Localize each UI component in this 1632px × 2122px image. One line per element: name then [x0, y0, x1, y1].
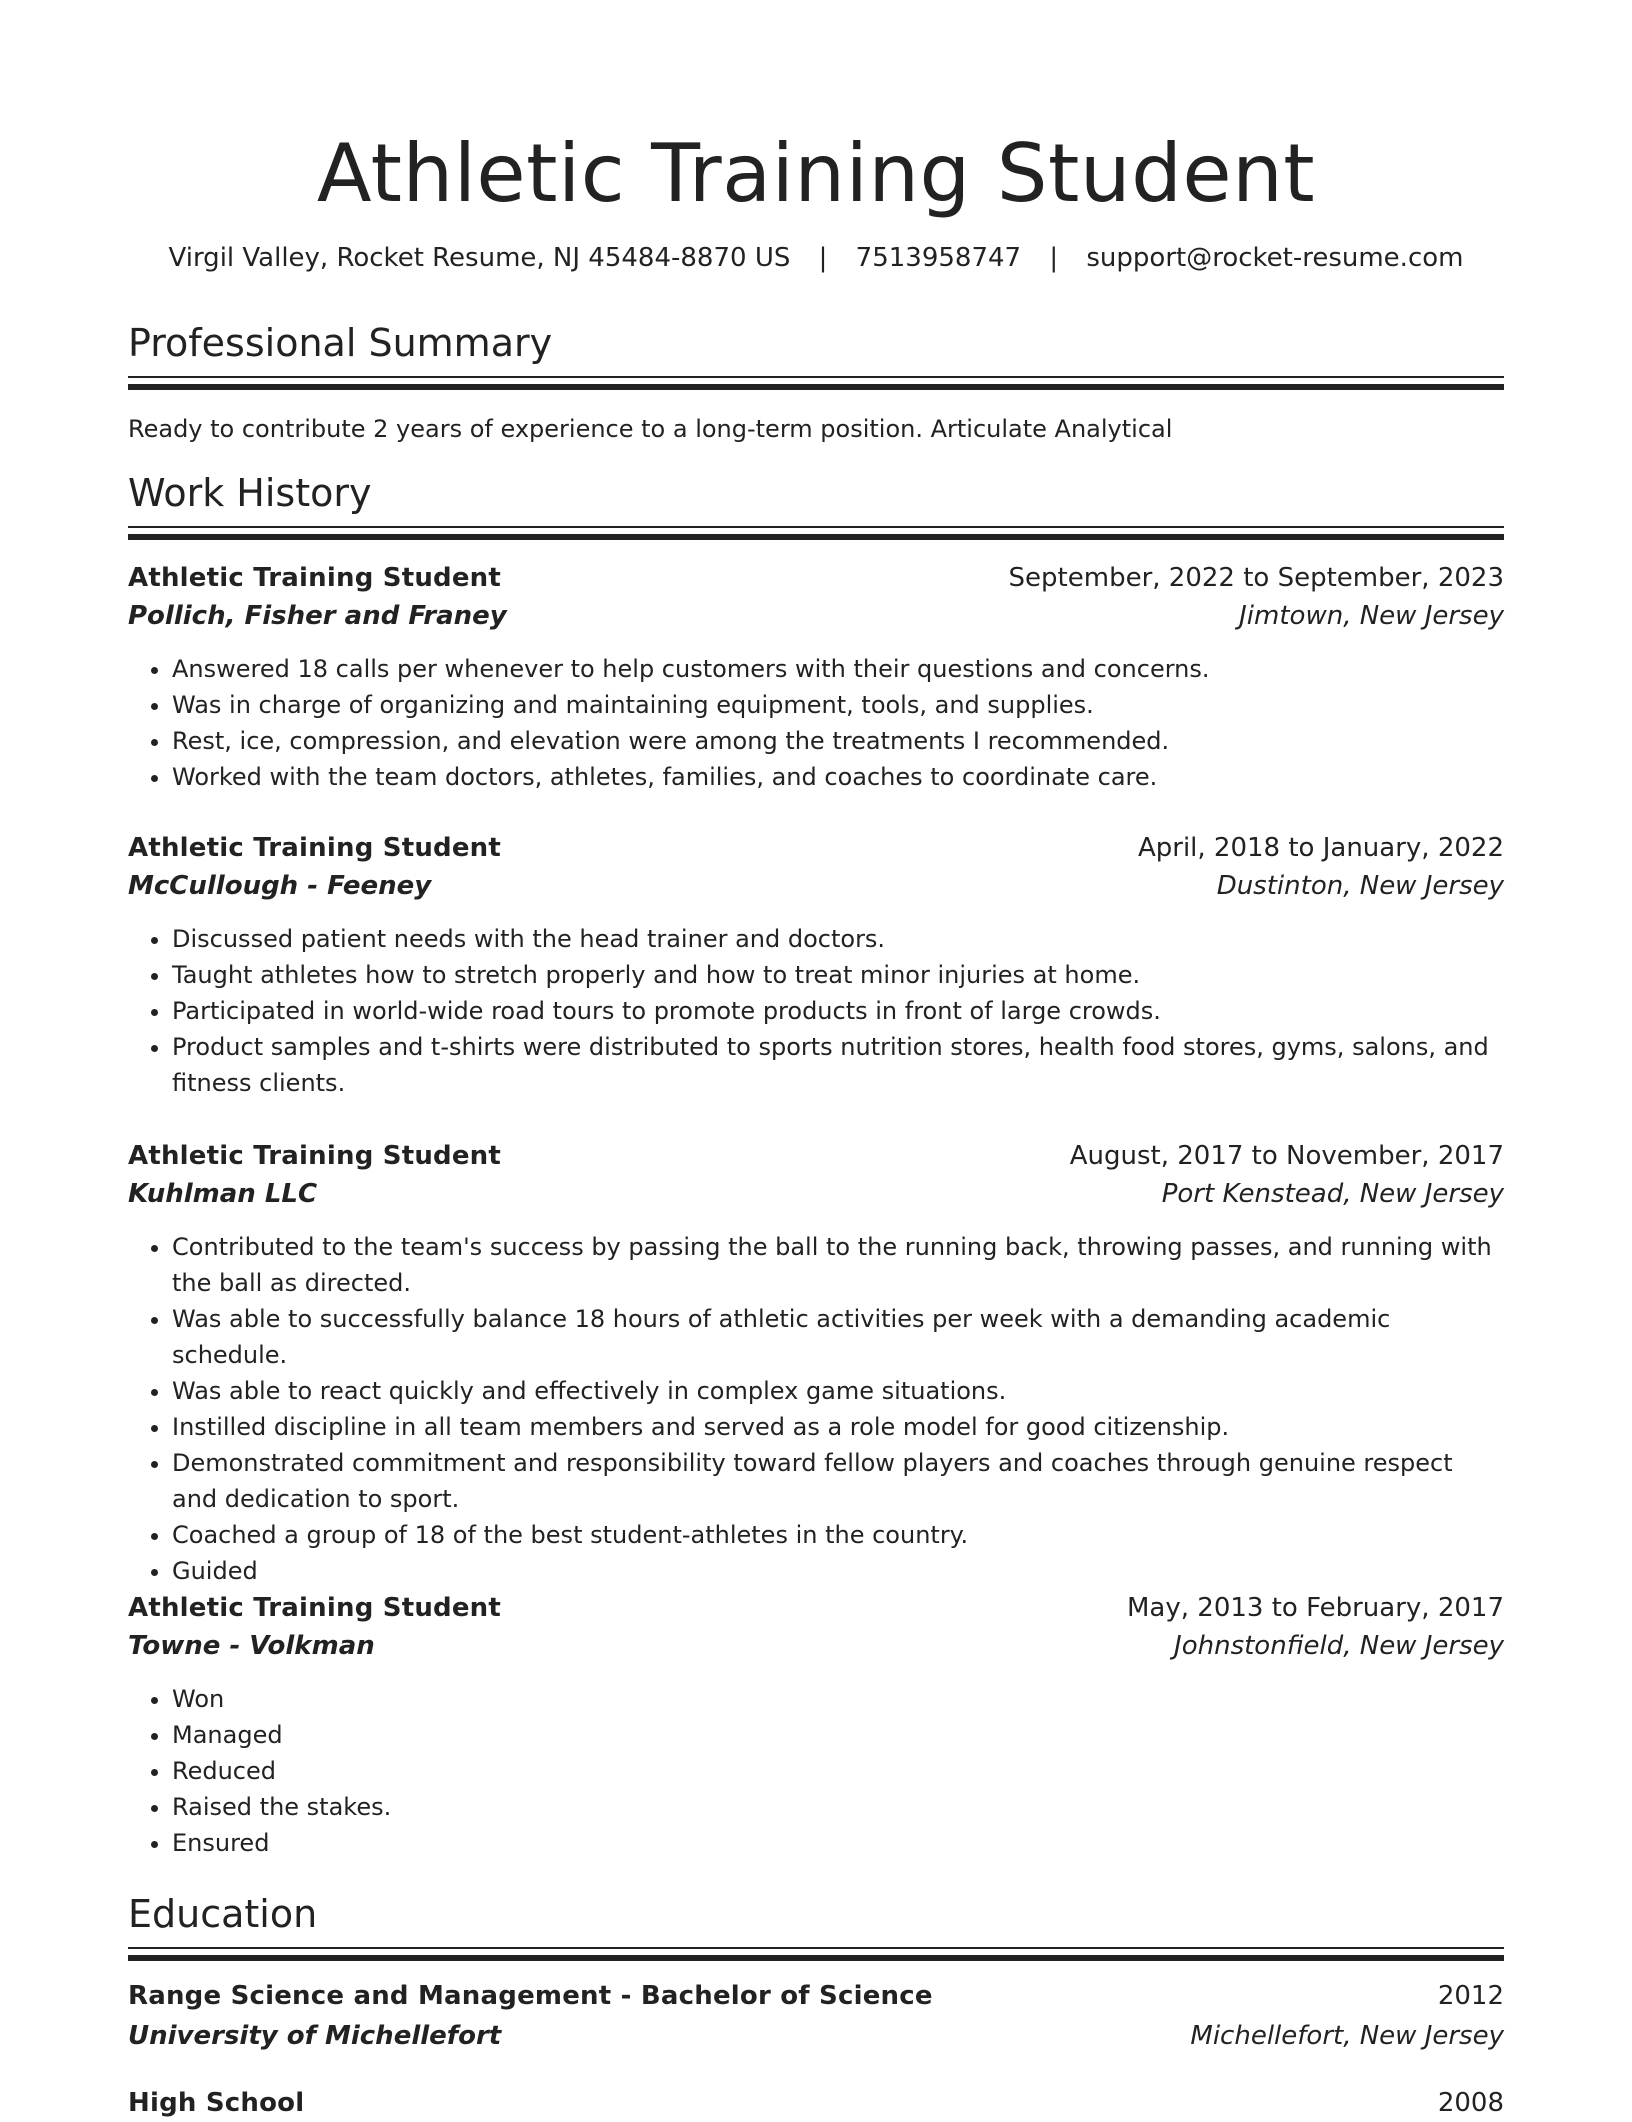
job-entry: [128, 1137, 1504, 1589]
list-item: • Contributed to the team's success by passing the ball to the running back, throwing passes, and running with the ball as directed.: [172, 1229, 1504, 1301]
resume-name: Athletic Training Student: [316, 127, 1316, 220]
list-item: • Demonstrated commitment and responsibility toward fellow players and coaches through genuine respect and dedication to sport.: [172, 1445, 1504, 1517]
list-item: • Managed: [172, 1717, 1504, 1753]
job-bullets: [128, 651, 1504, 795]
job-company: Towne - Volkman: [128, 1631, 375, 1661]
summary-section: [128, 320, 1504, 446]
job-entry: [128, 1589, 1504, 1861]
resume-page: [128, 0, 1504, 2118]
list-item: • Product samples and t-shirts were distributed to sports nutrition stores, health food stores, gyms, salons, and fitness clients.: [172, 1029, 1504, 1101]
section-divider: [128, 526, 1504, 536]
list-item: • Ensured: [172, 1825, 1504, 1861]
education-degree: Range Science and Management - Bachelor of Science: [128, 1981, 933, 2011]
section-divider: [128, 1947, 1504, 1957]
list-item: • Raised the stakes.: [172, 1789, 1504, 1825]
job-entry: [128, 829, 1504, 1101]
job-bullets: [128, 1681, 1504, 1861]
list-item: • Discussed patient needs with the head trainer and doctors.: [172, 921, 1504, 957]
list-item: • Worked with the team doctors, athletes, families, and coaches to coordinate care.: [172, 759, 1504, 795]
job-location: Port Kenstead, New Jersey: [1161, 1179, 1504, 1209]
education-entry: [128, 1977, 1504, 2055]
job-entry: [128, 559, 1504, 795]
job-title: Athletic Training Student: [128, 833, 502, 863]
list-item: • Was in charge of organizing and maintaining equipment, tools, and supplies.: [172, 687, 1504, 723]
job-company: Kuhlman LLC: [128, 1179, 318, 1209]
education-section: [128, 1891, 1504, 1957]
contact-line: [128, 240, 1504, 276]
contact-email: support@rocket-resume.com: [1086, 243, 1464, 273]
summary-heading: Professional Summary: [128, 321, 553, 365]
education-location: Michellefort, New Jersey: [1190, 2021, 1504, 2051]
contact-separator: |: [1049, 243, 1059, 273]
job-company: McCullough - Feeney: [128, 871, 432, 901]
contact-address: Virgil Valley, Rocket Resume, NJ 45484-8870 US: [168, 243, 791, 273]
list-item: • Was able to react quickly and effectively in complex game situations.: [172, 1373, 1504, 1409]
contact-phone: 7513958747: [855, 243, 1022, 273]
job-location: Johnstonfield, New Jersey: [1174, 1631, 1504, 1661]
education-year: 2008: [1437, 2088, 1504, 2118]
job-location: Jimtown, New Jersey: [1239, 601, 1504, 631]
job-dates: September, 2022 to September, 2023: [1008, 563, 1504, 593]
list-item: • Answered 18 calls per whenever to help customers with their questions and concerns.: [172, 651, 1504, 687]
job-company: Pollich, Fisher and Franey: [128, 601, 507, 631]
education-year: 2012: [1437, 1981, 1504, 2011]
job-title: Athletic Training Student: [128, 1593, 502, 1623]
job-title: Athletic Training Student: [128, 1141, 502, 1171]
job-bullets: [128, 1229, 1504, 1589]
job-dates: April, 2018 to January, 2022: [1137, 833, 1504, 863]
job-bullets: [128, 921, 1504, 1101]
contact-separator: |: [818, 243, 828, 273]
list-item: • Won: [172, 1681, 1504, 1717]
job-dates: August, 2017 to November, 2017: [1069, 1141, 1504, 1171]
education-heading: Education: [128, 1892, 318, 1936]
list-item: • Participated in world-wide road tours to promote products in front of large crowds.: [172, 993, 1504, 1029]
education-entry: [128, 2084, 1504, 2122]
list-item: • Guided: [172, 1553, 1504, 1589]
job-dates: May, 2013 to February, 2017: [1127, 1593, 1504, 1623]
list-item: • Coached a group of 18 of the best student-athletes in the country.: [172, 1517, 1504, 1553]
education-degree: High School: [128, 2088, 305, 2118]
list-item: • Instilled discipline in all team members and served as a role model for good citizenship.: [172, 1409, 1504, 1445]
summary-text: Ready to contribute 2 years of experience to a long-term position. Articulate Analytical: [128, 415, 1173, 443]
job-title: Athletic Training Student: [128, 563, 502, 593]
education-school: University of Michellefort: [128, 2021, 502, 2051]
list-item: • Rest, ice, compression, and elevation were among the treatments I recommended.: [172, 723, 1504, 759]
work-history-heading: Work History: [128, 471, 372, 515]
section-divider: [128, 376, 1504, 386]
list-item: • Taught athletes how to stretch properly and how to treat minor injuries at home.: [172, 957, 1504, 993]
list-item: • Reduced: [172, 1753, 1504, 1789]
work-history-section: [128, 470, 1504, 536]
list-item: • Was able to successfully balance 18 hours of athletic activities per week with a demanding academic schedule.: [172, 1301, 1504, 1373]
job-location: Dustinton, New Jersey: [1216, 871, 1504, 901]
